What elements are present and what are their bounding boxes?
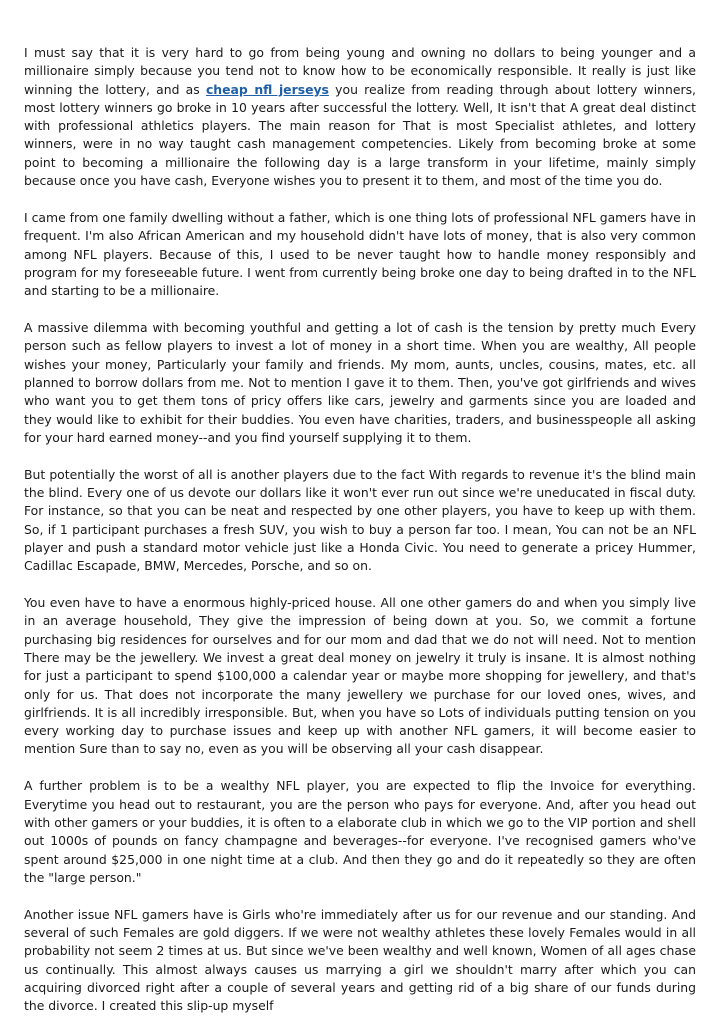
article-body [24,44,696,1034]
paragraph-6: A further problem is to be a wealthy NFL player, you are expected to flip the Invoice for everything. Everytime you head out to restaurant, you are the person who pays for everyone. And, after you head out with other gamers or your buddies, it is often to a elaborate club in which we go to the VIP portion and shell out 1000s of pounds on fancy champagne and beverages--for everyone. I've recognised gamers who've spent around $25,000 in one night time at a club. And then they go and do it repeatedly so they are often the "large person." [24,778,696,885]
paragraph-1-text-after-link: you realize from reading through about lottery winners, most lottery winners go broke in 10 years after successful the lottery. Well, It isn't that A great deal distinct with professional athletics players. The main reason for That is most Specialist athletes, and lottery winners, were in no way taught cash management competencies. Likely from becoming broke at some point to becoming a millionaire the following day is a large transform in your lifetime, mainly simply because once you have cash, Everyone wishes you to present it to them, and most of the time you do. [24,81,696,189]
paragraph-1 [24,44,696,190]
paragraph-3: A massive dilemma with becoming youthful and getting a lot of cash is the tension by pretty much Every person such as fellow players to invest a lot of money in a short time. When you are wealthy, All people wishes your money, Particularly your family and friends. My mom, aunts, uncles, cousins, mates, etc. all planned to borrow dollars from me. Not to mention I gave it to them. Then, you've got girlfriends and wives who want you to get them tons of pricy offers like cars, jewelry and garments since you are loaded and they would like to exhibit for their buddies. You even have charities, traders, and businesspeople all asking for your hard earned money--and you find yourself supplying it to them. [24,320,696,445]
paragraph-2: I came from one family dwelling without a father, which is one thing lots of professional NFL gamers have in frequent. I'm also African American and my household didn't have lots of money, that is also very common among NFL players. Because of this, I used to be never taught how to handle money responsibly and program for my foreseeable future. I went from currently being broke one day to being drafted in to the NFL and starting to be a millionaire. [24,209,696,299]
paragraph-1-text-before-link: I must say that it is very hard to go from being young and owning no dollars to being younger and a millionaire simply because you tend not to know how to be economically responsible. It really is just like winning the lottery, and as [24,45,696,97]
paragraph-5: You even have to have a enormous highly-priced house. All one other gamers do and when you simply live in an average household, They give the impression of being down at you. So, we commit a fortune purchasing big residences for ourselves and for our mom and dad that we do not will need. Not to mention There may be the jewellery. We invest a great deal money on jewelry it truly is insane. It is almost nothing for just a participant to spend $100,000 a calendar year or maybe more shopping for jewellery, and that's only for us. That does not incorporate the many jewellery we purchase for our loved ones, wives, and girlfriends. It is all incredibly irresponsible. But, when you have so Lots of individuals putting tension on you every working day to purchase issues and keep up with another NFL gamers, it will become easier to mention Sure than to say no, even as you will be observing all your cash disappear. [24,595,696,757]
cheap-nfl-jerseys-link[interactable]: cheap nfl jerseys [205,81,329,97]
paragraph-7: Another issue NFL gamers have is Girls who're immediately after us for our revenue and our standing. And several of such Females are gold diggers. If we were not wealthy athletes these lovely Females would in all probability not seem 2 times at us. But since we've been wealthy and well known, Women of all ages chase us continually. This almost always causes us marrying a girl we shouldn't marry after which you can acquiring divorced right after a couple of several years and getting rid of a big share of our funds during the divorce. I created this slip-up myself [24,906,696,1014]
paragraph-4: But potentially the worst of all is another players due to the fact With regards to revenue it's the blind main the blind. Every one of us devote our dollars like it won't ever run out since we're uneducated in fiscal duty. For instance, so that you can be neat and respected by one other players, you have to keep up with them. So, if 1 participant purchases a fresh SUV, you wish to buy a person far too. I mean, You can not be an NFL player and push a standard motor vehicle just like a Honda Civic. You need to generate a pricey Hummer, Cadillac Escapade, BMW, Mercedes, Porsche, and so on. [24,466,696,574]
